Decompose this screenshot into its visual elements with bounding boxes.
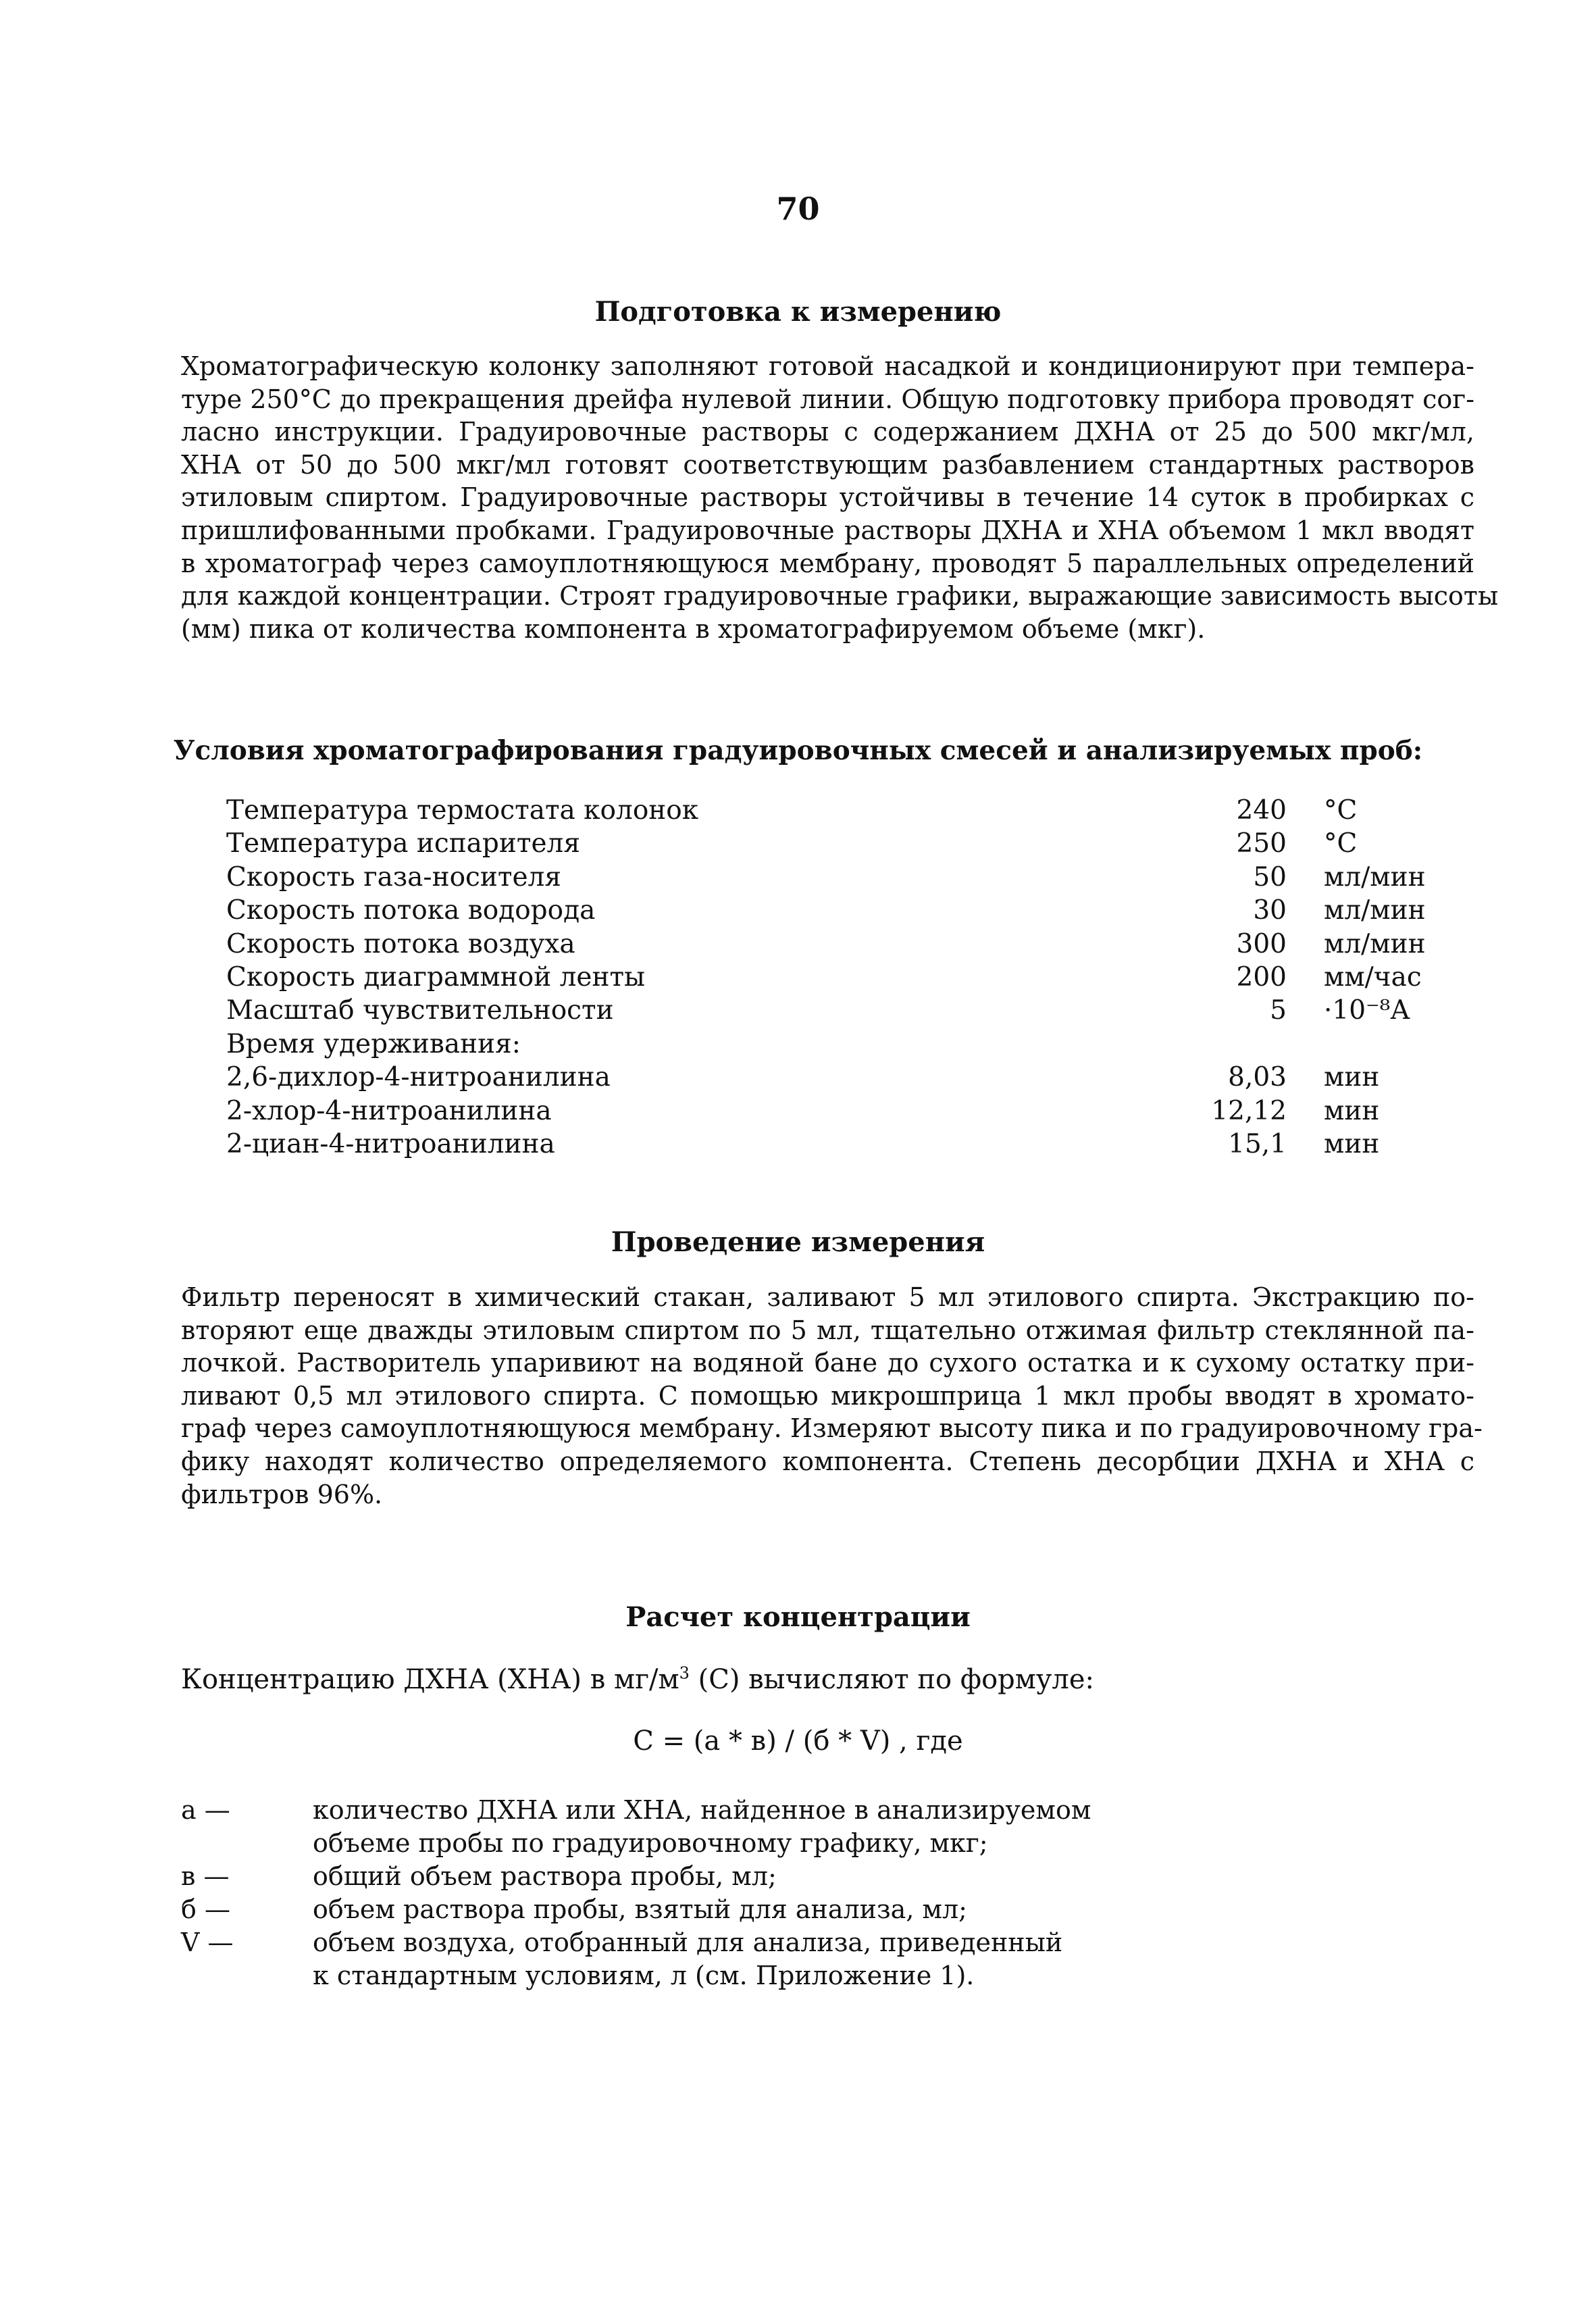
text-line: этиловым спиртом. Градуировочные растворы устойчивы в течение 14 суток в пробирках с: [181, 482, 1474, 513]
text-line: для каждой концентрации. Строят градуировочные графики, выражающие зависимость высоты: [181, 581, 1499, 611]
section-title-calculation: Расчет концентрации: [625, 1601, 971, 1633]
row-label: Скорость газа-носителя: [226, 861, 561, 892]
row-label: Время удерживания:: [226, 1028, 521, 1059]
legend-text: объеме пробы по градуировочному графику, мкг;: [313, 1828, 988, 1858]
row-label: Скорость диаграммной ленты: [226, 961, 646, 992]
row-value: 200: [1236, 961, 1287, 992]
paragraph-measurement: [181, 1281, 1483, 1511]
row-label: Скорость потока водорода: [226, 895, 596, 926]
row-value: 15,1: [1228, 1128, 1287, 1159]
text-line: ласно инструкции. Градуировочные растворы с содержанием ДХНА от 25 до 500 мкг/мл,: [181, 417, 1474, 447]
row-unit: °С: [1324, 795, 1358, 826]
row-unit: мин: [1324, 1062, 1380, 1093]
legend-symbol: б —: [181, 1894, 230, 1924]
row-label: 2-циан-4-нитроанилина: [226, 1128, 555, 1159]
row-value: [969, 1028, 1287, 1061]
row-unit: мин: [1324, 1095, 1380, 1126]
legend-text: объем воздуха, отобранный для анализа, приведенный: [313, 1928, 1063, 1957]
section-title-conditions: Условия хроматографирования градуировочных смесей и анализируемых проб:: [173, 735, 1423, 766]
text-line: фику находят количество определяемого компонента. Степень десорбции ДХНА и ХНА с: [181, 1446, 1474, 1476]
text-line: фильтров 96%.: [181, 1479, 383, 1509]
row-label: Масштаб чувствительности: [226, 995, 614, 1026]
row-value: 8,03: [1228, 1062, 1287, 1093]
row-value: 250: [1236, 828, 1287, 859]
row-unit: ·10⁻⁸А: [1324, 995, 1410, 1026]
legend-text: к стандартным условиям, л (см. Приложение 1).: [313, 1961, 975, 1990]
text-line: туре 250°С до прекращения дрейфа нулевой линии. Общую подготовку прибора проводят сог-: [181, 384, 1475, 414]
text-line: Хроматографическую колонку заполняют готовой насадкой и кондиционируют при темпера-: [181, 351, 1474, 381]
text-line: (мм) пика от количества компонента в хроматографируемом объеме (мкг).: [181, 613, 1206, 644]
text-line: Фильтр переносят в химический стакан, заливают 5 мл этилового спирта. Экстракцию по-: [181, 1282, 1474, 1312]
row-value: 240: [1236, 795, 1287, 826]
row-unit: мин: [1324, 1128, 1380, 1159]
row-label: Температура испарителя: [226, 828, 580, 859]
text-line: ливают 0,5 мл этилового спирта. С помощью микрошприца 1 мкл пробы вводят в хромато-: [181, 1380, 1474, 1411]
row-value: 30: [1253, 895, 1287, 926]
row-unit: мл/мин: [1324, 928, 1426, 959]
legend-symbol: V —: [181, 1928, 234, 1957]
row-label: Температура термостата колонок: [226, 795, 699, 826]
legend-text: количество ДХНА или ХНА, найденное в анализируемом: [313, 1795, 1091, 1825]
concentration-formula: С = (а * в) / (б * V) , где: [633, 1726, 963, 1757]
text-line: вторяют еще дважды этиловым спиртом по 5 мл, тщательно отжимая фильтр стеклянной па-: [181, 1315, 1474, 1345]
paragraph-preparation: [181, 350, 1499, 645]
row-value: 12,12: [1211, 1095, 1287, 1126]
row-unit: мм/час: [1324, 961, 1422, 992]
page-number: 70: [776, 191, 820, 227]
row-unit: мл/мин: [1324, 895, 1426, 926]
row-value: 50: [1253, 861, 1287, 892]
row-label: 2-хлор-4-нитроанилина: [226, 1095, 552, 1126]
row-label: Скорость потока воздуха: [226, 928, 575, 959]
text-line: граф через самоуплотняющуюся мембрану. Измеряют высоту пика и по градуировочному гра-: [181, 1413, 1483, 1444]
section-title-preparation: Подготовка к измерению: [594, 296, 1002, 328]
row-unit: мл/мин: [1324, 861, 1426, 892]
row-value: 5: [1270, 995, 1287, 1026]
text-line: в хроматограф через самоуплотняющуюся мембрану, проводят 5 параллельных определений: [181, 548, 1474, 578]
text-line: лочкой. Растворитель упаривиют на водяной бане до сухого остатка и к сухому остатку при-: [181, 1348, 1474, 1378]
text-line: ХНА от 50 до 500 мкг/мл готовят соответствующим разбавлением стандартных растворов: [181, 449, 1474, 480]
row-value: 300: [1236, 928, 1287, 959]
formula-intro: Концентрацию ДХНА (ХНА) в $мг/м^3$ (С) вычисляют по формуле:: [181, 1663, 1094, 1695]
text-line: пришлифованными пробками. Градуировочные растворы ДХНА и ХНА объемом 1 мкл вводят: [181, 515, 1474, 545]
legend-symbol: в —: [181, 1861, 230, 1891]
legend-text: объем раствора пробы, взятый для анализа, мл;: [313, 1894, 967, 1924]
row-label: 2,6-дихлор-4-нитроанилина: [226, 1062, 611, 1093]
row-unit: °С: [1324, 828, 1358, 859]
legend-text: общий объем раствора пробы, мл;: [313, 1861, 777, 1891]
legend-symbol: а —: [181, 1795, 230, 1825]
section-title-measurement: Проведение измерения: [611, 1226, 985, 1258]
